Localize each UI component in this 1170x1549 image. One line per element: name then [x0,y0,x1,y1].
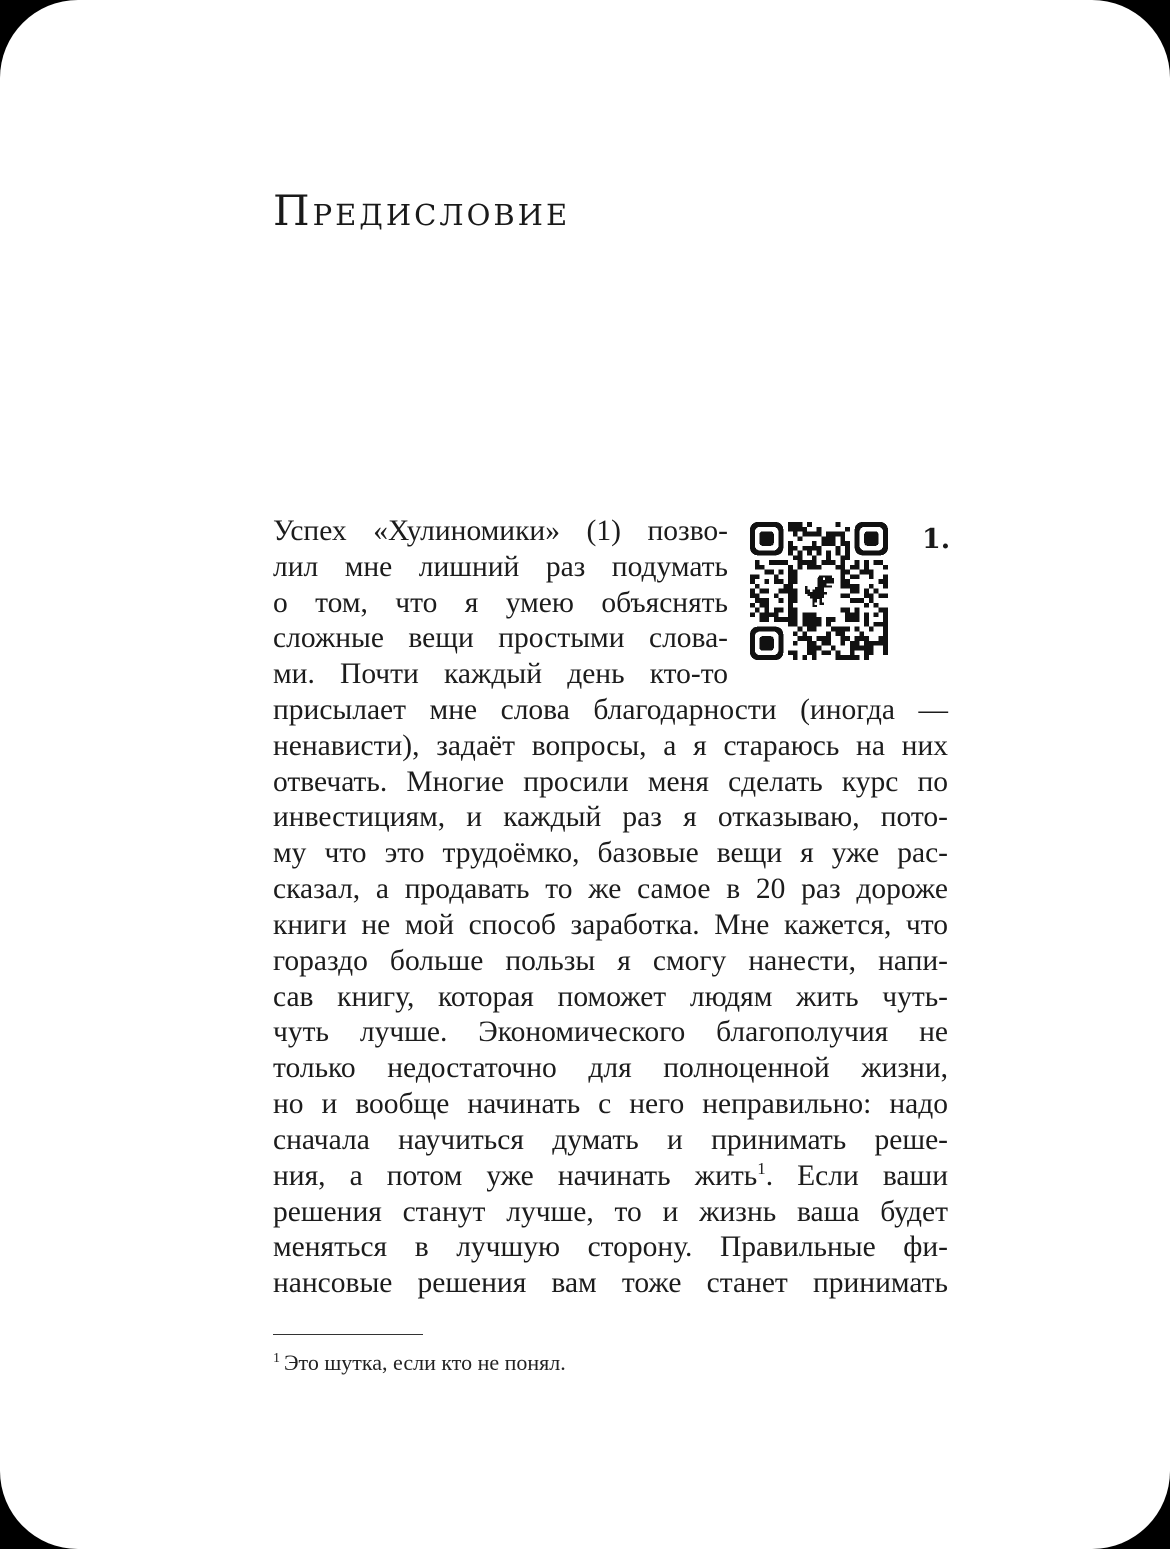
body-line: отвечать. Многие просили меня сделать курс по [273,766,948,798]
footnote-text: Это шутка, если кто не понял. [284,1350,566,1375]
body-line: лил мне лишний раз подумать [273,551,728,583]
body-line-tail: . Если ваши [765,1160,948,1192]
body-line: книги не мой способ заработка. Мне кажется, что [273,909,948,941]
body-line: нансовые решения вам тоже станет принимать [273,1267,948,1299]
qr-code-number: 1. [922,524,951,555]
body-line: ненависти), задаёт вопросы, а я стараюсь на них [273,730,948,762]
body-line: ми. Почти каждый день кто-то [273,658,728,690]
body-line-text: ния, а потом уже начинать жить [273,1160,758,1192]
footnote [273,1348,566,1378]
body-line: о том, что я умею объяснять [273,587,728,619]
body-line: но и вообще начинать с него неправильно: надо [273,1088,948,1120]
body-line: решения станут лучше, то и жизнь ваша будет [273,1196,948,1228]
body-line: сложные вещи простыми слова- [273,622,728,654]
dinosaur-icon [800,572,838,610]
body-line: меняться в лучшую сторону. Правильные фи- [273,1231,948,1263]
footnote-reference[interactable]: 1 [757,1159,766,1179]
footnote-divider [273,1334,423,1335]
qr-code[interactable] [750,522,888,660]
body-line: гораздо больше пользы я смогу нанести, напи- [273,945,948,977]
body-line [273,1158,948,1194]
page-title: Предисловие [273,186,571,235]
body-line: только недостаточно для полноценной жизни, [273,1052,948,1084]
body-line: сказал, а продавать то же самое в 20 раз дороже [273,873,948,905]
body-line: чуть лучше. Экономического благополучия не [273,1016,948,1048]
body-line: Успех «Хулиномики» (1) позво- [273,515,728,547]
body-line: му что это трудоёмко, базовые вещи я уже рас- [273,837,948,869]
body-line: инвестициям, и каждый раз я отказываю, пото- [273,801,948,833]
body-line: сначала научиться думать и принимать реше- [273,1124,948,1156]
footnote-marker: 1 [273,1350,280,1366]
body-line: присылает мне слова благодарности (иногда — [273,694,948,726]
body-line: сав книгу, которая поможет людям жить чуть- [273,981,948,1013]
